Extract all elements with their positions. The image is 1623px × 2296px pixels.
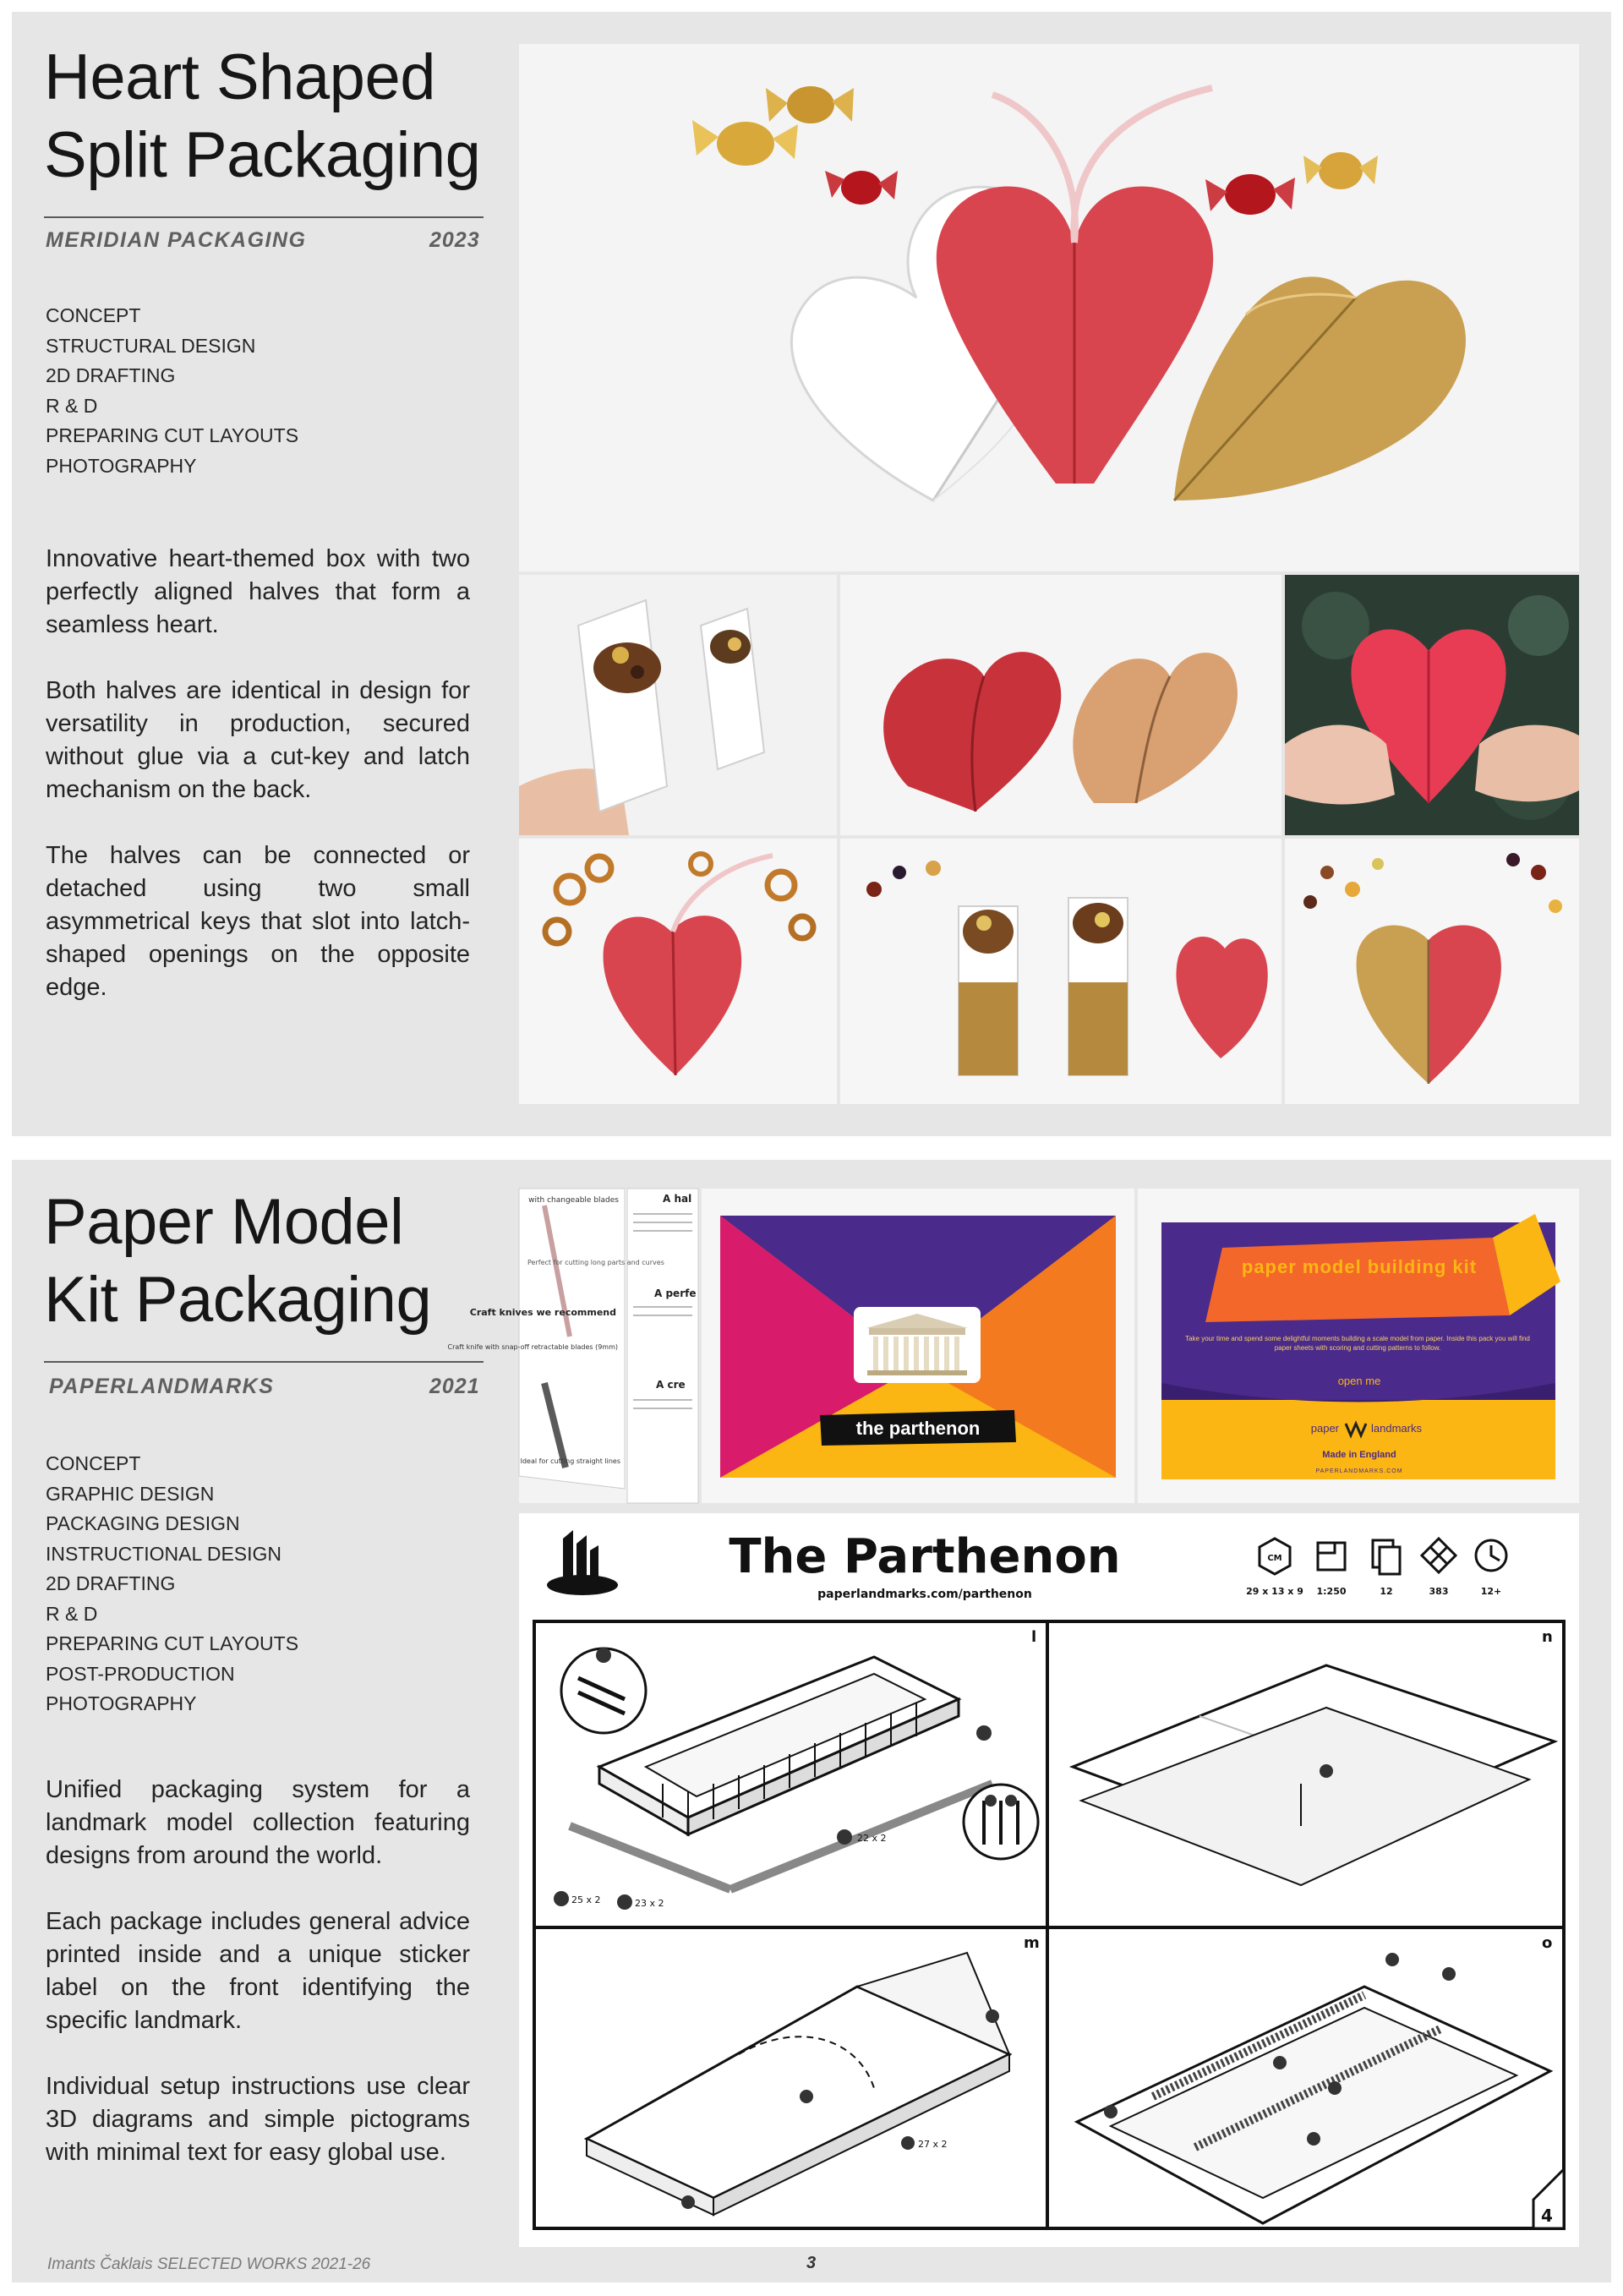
title-divider: [44, 216, 484, 218]
project-title-line1: Heart Shaped: [44, 41, 435, 113]
step-label: l: [1031, 1628, 1037, 1646]
description-paragraph: Individual setup instructions use clear 3D diagrams and simple pictograms with minimal text for easy global use.: [46, 2073, 470, 2166]
photo-envelope-front: [702, 1189, 1134, 1503]
project-year: 2023: [429, 228, 480, 252]
role-item: CONCEPT: [46, 304, 141, 326]
sticker-label: the parthenon: [855, 1418, 981, 1439]
parthenon-sticker: [854, 1307, 981, 1383]
project-title-line2: Split Packaging: [44, 119, 481, 191]
stat-value: 12+: [1480, 1586, 1502, 1597]
brand-left: paper: [1310, 1422, 1339, 1435]
dimensions-badge: CM: [1267, 1554, 1282, 1563]
role-item: PACKAGING DESIGN: [46, 1512, 240, 1534]
photo-heart-halves-side: [840, 575, 1281, 835]
step-label: m: [1024, 1934, 1040, 1952]
manual-title: The Parthenon: [729, 1529, 1121, 1584]
tools-heading: A cre: [656, 1379, 686, 1391]
project-year: 2021: [429, 1375, 480, 1398]
step-label: n: [1542, 1628, 1553, 1646]
description-paragraph: Each package includes general advice printed inside and a unique sticker label on the front identifying the specific landmark.: [46, 1908, 470, 2034]
role-item: 2D DRAFTING: [46, 1572, 176, 1594]
role-item: STRUCTURAL DESIGN: [46, 334, 256, 357]
manual-page-number: 4: [1541, 2206, 1553, 2226]
tools-label: Ideal for cutting straight lines: [520, 1457, 620, 1465]
description-paragraph: Innovative heart-themed box with two perfectly aligned halves that form a seamless heart.: [46, 545, 470, 638]
tools-label: with changeable blades: [528, 1196, 619, 1205]
instruction-manual-page: [519, 1513, 1579, 2247]
made-in-label: Made in England: [1322, 1450, 1396, 1460]
step-label: o: [1542, 1934, 1553, 1952]
brand-right: landmarks: [1371, 1422, 1422, 1435]
photo-open-box-nuts: [519, 575, 837, 835]
back-website: PAPERLANDMARKS.COM: [1315, 1468, 1403, 1474]
role-list: [46, 1449, 298, 1719]
client-name: MERIDIAN PACKAGING: [46, 228, 307, 252]
client-name: PAPERLANDMARKS: [49, 1375, 275, 1398]
project-title-line1: Paper Model: [44, 1186, 404, 1258]
tools-label: Craft knives we recommend: [469, 1307, 616, 1318]
photo-hands-heart-tree: [1285, 575, 1579, 835]
project-title-line2: Kit Packaging: [44, 1264, 432, 1336]
tools-heading: A hal: [663, 1193, 692, 1205]
title-divider: [44, 1361, 484, 1363]
role-item: PREPARING CUT LAYOUTS: [46, 424, 299, 446]
part-number: 25 x 2: [571, 1894, 601, 1905]
role-list: [46, 301, 298, 481]
back-instructions-text: Take your time and spend some delightful moments building a scale model from paper. Inside this pack you will find paper sheets with scoring and cutting patterns to follow.: [1185, 1335, 1530, 1352]
role-item: PREPARING CUT LAYOUTS: [46, 1632, 299, 1654]
photo-heart-pretzels: [519, 839, 837, 1104]
role-item: PHOTOGRAPHY: [46, 454, 197, 477]
part-number: 23 x 2: [635, 1898, 664, 1909]
description-paragraph: Both halves are identical in design for versatility in production, secured without glue via a cut-key and latch mechanism on the back.: [46, 677, 470, 803]
role-item: CONCEPT: [46, 1452, 141, 1474]
tools-heading: A perfe: [654, 1287, 697, 1299]
photo-gold-heart-mix: [1285, 839, 1579, 1104]
footer-page-number: 3: [806, 2254, 817, 2272]
stat-value: 1:250: [1316, 1586, 1347, 1597]
photo-envelope-back: [1138, 1189, 1579, 1503]
role-item: R & D: [46, 1602, 98, 1625]
manual-url: paperlandmarks.com/parthenon: [817, 1588, 1032, 1601]
role-item: R & D: [46, 394, 98, 417]
stat-value: 383: [1429, 1586, 1449, 1597]
footer-credit: Imants Čaklais SELECTED WORKS 2021-26: [47, 2255, 371, 2273]
role-item: 2D DRAFTING: [46, 364, 176, 386]
project-description: [46, 1774, 470, 2169]
open-me-label: open me: [1337, 1375, 1381, 1387]
description-paragraph: The halves can be connected or detached using two small asymmetrical keys that slot into latch-shaped openings on the opposite edge.: [46, 842, 470, 1001]
role-item: INSTRUCTIONAL DESIGN: [46, 1542, 282, 1565]
photo-gold-trays-fruit: [840, 839, 1281, 1104]
stat-value: 12: [1380, 1586, 1393, 1597]
tools-label: Craft knife with snap-off retractable blades (9mm): [447, 1343, 618, 1351]
stat-value: 29 x 13 x 9: [1246, 1586, 1303, 1597]
description-paragraph: Unified packaging system for a landmark model collection featuring designs from around the world.: [46, 1776, 470, 1869]
hero-photo-heart-boxes: [519, 44, 1579, 571]
project-description: [46, 543, 470, 1004]
tools-label: Perfect for cutting long parts and curves: [527, 1259, 664, 1266]
role-item: POST-PRODUCTION: [46, 1662, 235, 1685]
role-item: GRAPHIC DESIGN: [46, 1482, 215, 1505]
banner-text: paper model building kit: [1241, 1256, 1478, 1277]
part-number: 22 x 2: [857, 1833, 887, 1844]
role-item: PHOTOGRAPHY: [46, 1692, 197, 1714]
part-number: 27 x 2: [918, 2139, 948, 2150]
